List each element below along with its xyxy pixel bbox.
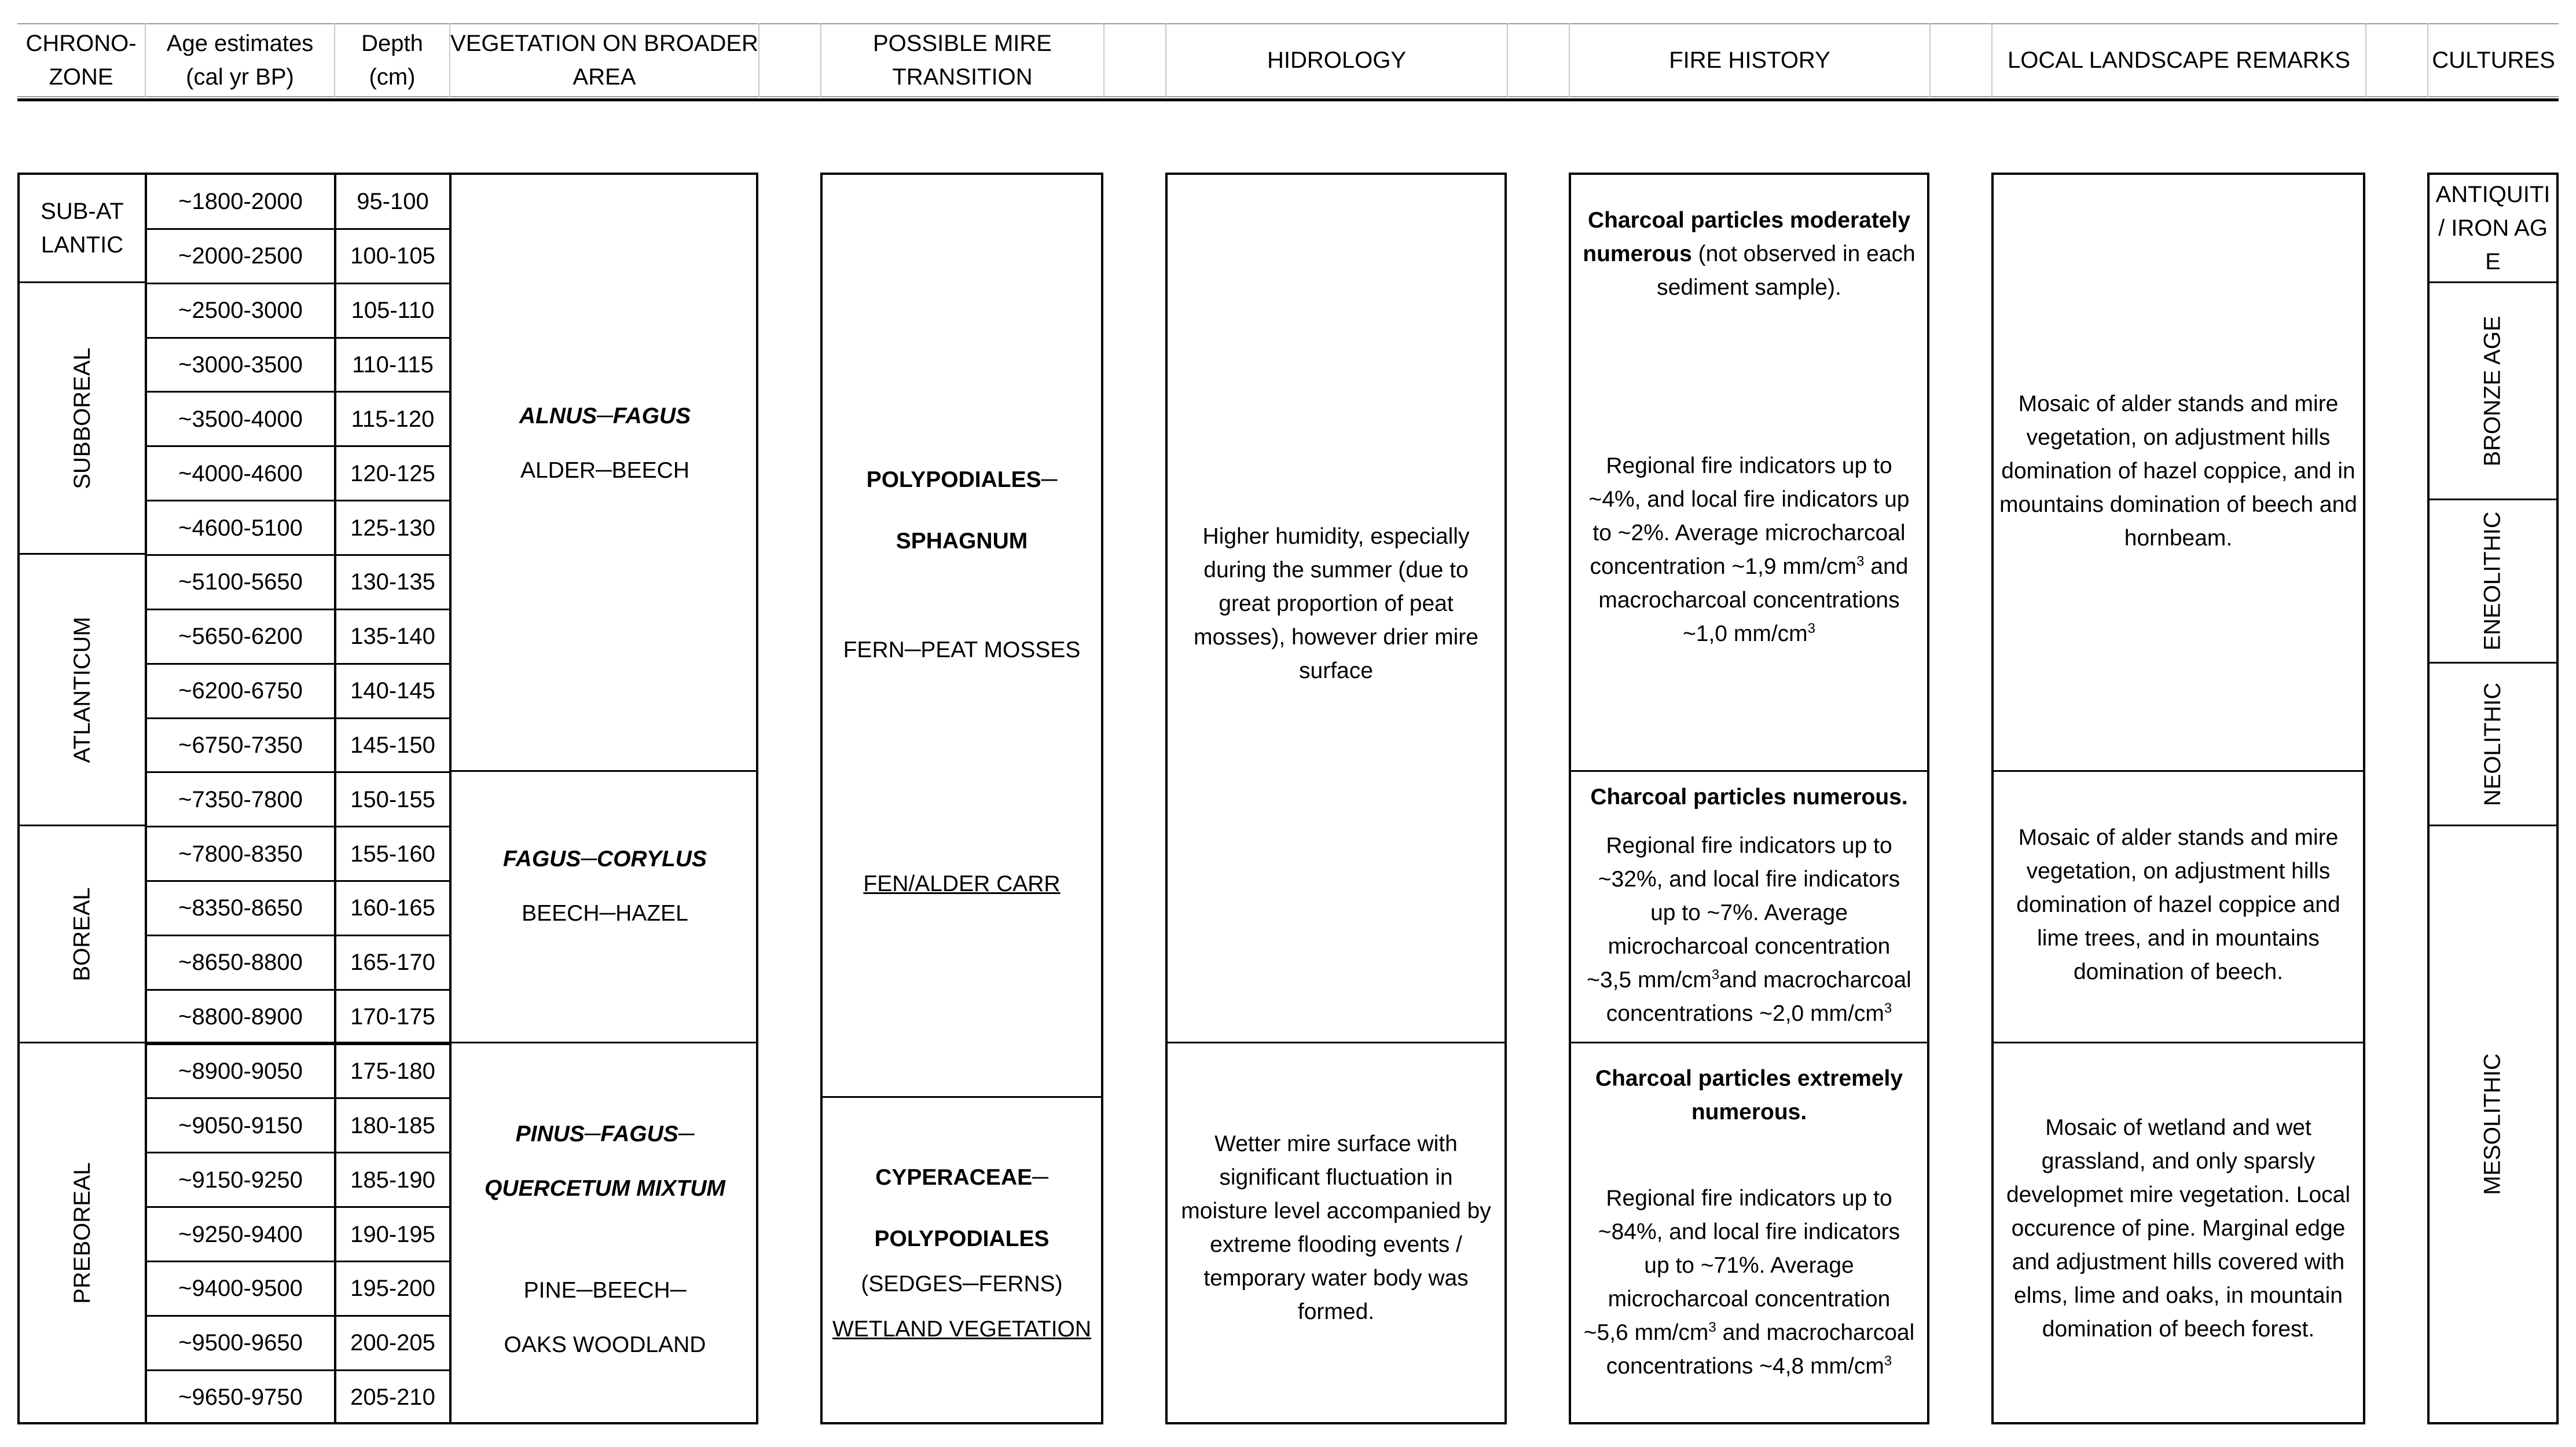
vegetation-divider [449,770,758,772]
chronozone-subboreal: SUBBOREAL [69,347,95,489]
landscape-text-upper: Mosaic of alder stands and mire vegetation, on adjustment hills domination of hazel coppice, and in mountains domination of beech and hornbeam. [1999,391,2357,551]
vegetation-pinus-fagus: PINUS─FAGUS─ QUERCETUM MIXTUM PINE─BEECH─ OAKS WOODLAND [485,1122,725,1357]
age-cell: ~1800-2000 [178,189,303,215]
depth-cell: 150-155 [350,786,435,812]
age-cell: ~6750-7350 [178,732,303,758]
depth-cell: 160-165 [350,895,435,921]
depth-cell: 190-195 [350,1221,435,1247]
fire-text-1-heading: Charcoal particles moderately numerous (not observed in each sediment sample). [1583,208,1916,300]
depth-cell: 180-185 [350,1112,435,1138]
age-cell: ~9150-9250 [178,1167,303,1193]
depth-cell: 95-100 [357,189,429,215]
culture-neolithic: NEOLITHIC [2479,682,2505,806]
fire-text-3-values: Regional fire indicators up to ~84%, and local fire indicators up to ~71%. Average microcharcoal concentration ~5,6 $mm/cm^3$ and macrocharcoal concentrations ~4,8 $mm/cm^3$ [1583,1186,1915,1379]
age-cell: ~4600-5100 [178,515,303,541]
depth-cell: 205-210 [350,1384,435,1411]
header-chronozone: CHRONO- ZONE [25,31,137,90]
age-cell: ~5650-6200 [178,624,303,650]
age-cell: ~9250-9400 [178,1221,303,1247]
landscape-divider [1991,770,2365,772]
vegetation-alnus-fagus: ALNUS─FAGUS ALDER─BEECH [519,404,691,483]
age-cell: ~2500-3000 [178,298,303,324]
header-vegetation: VEGETATION ON BROADER AREA [450,31,758,90]
depth-cell: 140-145 [350,678,435,704]
culture-bronze-age: BRONZE AGE [2480,315,2505,467]
header-cultures: CULTURES [2432,47,2555,73]
header-depth: Depth (cm) [361,31,423,90]
fire-text-3-heading: Charcoal particles extremely numerous. [1595,1066,1903,1124]
age-cell: ~4000-4600 [178,460,303,486]
age-cell: ~9650-9750 [178,1384,303,1411]
depth-cell: 120-125 [350,460,435,486]
age-cell: ~8900-9050 [178,1058,303,1085]
header-separator [1103,23,1104,97]
age-cell: ~3500-4000 [178,406,303,432]
fire-divider [1569,770,1929,772]
age-cell: ~2000-2500 [178,243,303,269]
fire-text-2-values: Regional fire indicators up to ~32%, and local fire indicators up to ~7%. Average microcharcoal concentration ~3,5 $mm/cm^3and$ macrocharcoal concentrations ~2,0 $mm/cm^3$ [1587,833,1911,1026]
header-landscape: LOCAL LANDSCAPE REMARKS [2007,47,2351,73]
age-cell: ~8800-8900 [178,1004,303,1030]
depth-cell: 185-190 [350,1167,435,1193]
depth-cell: 145-150 [350,732,435,758]
age-cell: ~8650-8800 [178,950,303,976]
chronozone-atlanticum: ATLANTICUM [69,616,95,763]
depth-cell: 130-135 [350,569,435,595]
culture-eneolithic: ENEOLITHIC [2480,511,2506,651]
age-cell: ~8350-8650 [178,895,303,921]
mire-divider [820,1096,1103,1098]
depth-cell: 155-160 [350,841,435,867]
header-separator [2365,23,2366,97]
fire-text-2-heading: Charcoal particles numerous. [1590,785,1908,809]
chronozone-preboreal: PREBOREAL [69,1162,95,1304]
age-cell: ~9050-9150 [178,1112,303,1138]
header-fire-history: FIRE HISTORY [1669,47,1830,73]
depth-cell: 105-110 [351,298,435,324]
landscape-text-middle: Mosaic of alder stands and mire vegetation, on adjustment hills domination of hazel coppice and lime trees, and in mountains domination of beech. [2016,825,2340,984]
depth-cell: 115-120 [351,406,435,432]
header-separator [1929,23,1931,97]
vegetation-fagus-corylus: FAGUS─CORYLUS BEECH─HAZEL [503,847,707,926]
landscape-text-lower: Mosaic of wetland and wet grassland, and only sparsly developmet mire vegetation. Local occurence of pine. Marginal edge and adjustment hills covered with elms, lime and oaks, in mountain domination of beech forest. [2006,1115,2350,1342]
depth-cell: 175-180 [350,1058,435,1085]
depth-cell: 100-105 [350,243,435,269]
depth-cell: 125-130 [350,515,435,541]
culture-iron-age: ANTIQUITI / IRON AGE [2435,182,2551,274]
age-cell: ~9400-9500 [178,1276,303,1302]
age-cell: ~9500-9650 [178,1330,303,1356]
depth-cell: 195-200 [350,1276,435,1302]
mire-polypodiales-sphagnum: POLYPODIALES─ SPHAGNUM FERN─PEAT MOSSES FEN/ALDER CARR [843,467,1081,896]
age-cell: ~6200-6750 [178,678,303,704]
age-cell: ~7350-7800 [178,786,303,812]
header-separator [1507,23,1508,97]
header-separator [758,23,759,97]
age-cell: ~3000-3500 [178,351,303,378]
depth-cell: 165-170 [350,950,435,976]
hidrology-divider [1165,1042,1507,1043]
hidrology-text-lower: Wetter mire surface with significant fluctuation in moisture level accompanied by extreme flooding events / temporary water body was formed. [1181,1131,1491,1324]
depth-cell: 200-205 [350,1330,435,1356]
age-cell: ~7800-8350 [178,841,303,867]
header-mire: POSSIBLE MIRE TRANSITION [873,31,1052,90]
chronozone-boreal: BOREAL [69,886,95,981]
culture-mesolithic: MESOLITHIC [2480,1053,2506,1195]
depth-cell: 170-175 [350,1004,435,1030]
hidrology-text-upper: Higher humidity, especially during the summer (due to great proportion of peat mosses), however drier mire surface [1194,524,1478,683]
header-age: Age estimates (cal yr BP) [166,31,314,90]
fire-divider [1569,1042,1929,1043]
header-rule [17,98,2559,101]
landscape-divider [1991,1042,2365,1043]
depth-cell: 135-140 [350,624,435,650]
age-cell: ~5100-5650 [178,569,303,595]
fire-text-1-values: Regional fire indicators up to ~4%, and local fire indicators up to ~2%. Average microcharcoal concentration ~1,9 $mm/cm^3$ and macrocharcoal concentrations ~1,0 $mm/cm^3$ [1588,453,1910,646]
chronozone-subatlantic: SUB-ATLANTIC [41,199,124,258]
mire-cyperaceae: CYPERACEAE─ POLYPODIALES (SEDGES─FERNS) WETLAND VEGETATION [832,1165,1092,1342]
header-hidrology: HIDROLOGY [1267,47,1407,73]
depth-cell: 110-115 [352,351,434,378]
